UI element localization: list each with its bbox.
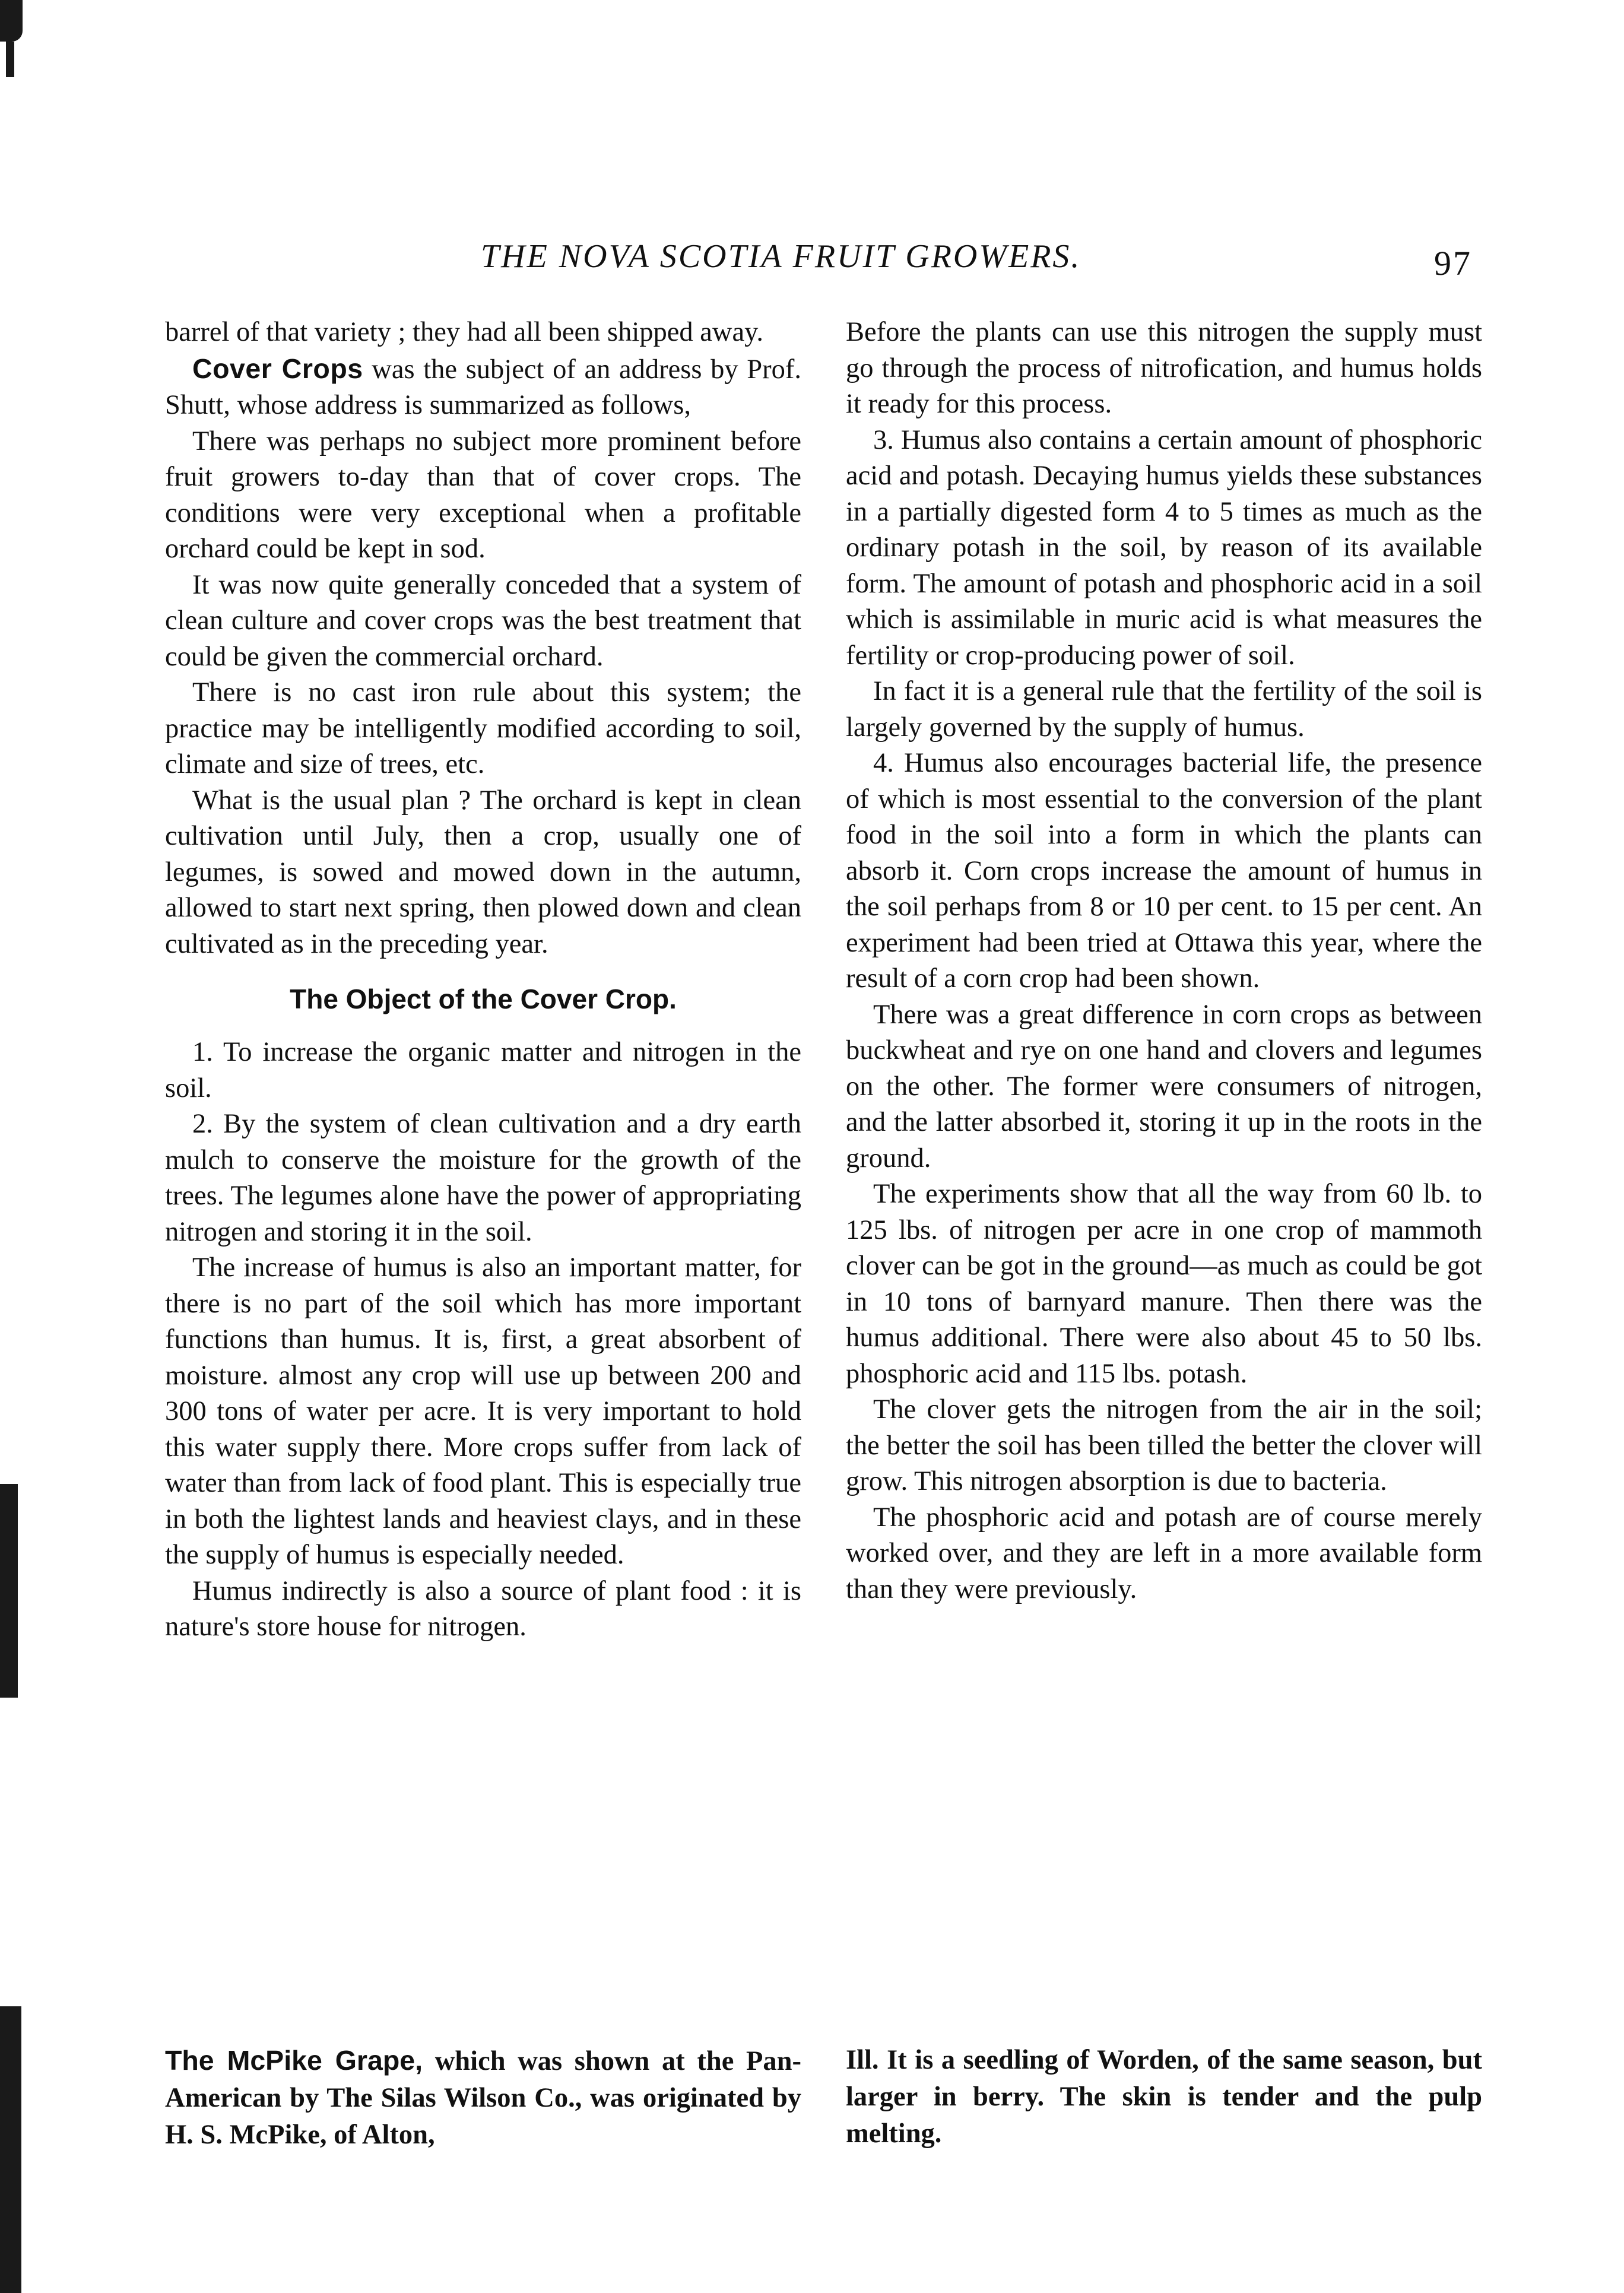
run-in-heading: The McPike Grape, <box>165 2045 423 2076</box>
paragraph: There was perhaps no subject more prominent before fruit growers to-day than that of cover crops. The conditions were very exceptional when a profitable orchard could be kept in sod. <box>165 426 801 564</box>
bottom-left-note <box>165 2042 801 2154</box>
run-in-heading: Cover Crops <box>192 353 363 384</box>
paragraph: 3. Humus also contains a certain amount of phosphoric acid and potash. Decaying humus yields these substances in a partially digested form 4 to 5 times as much as the ordinary potash in the soil, by reason of its available form. The amount of potash and phosphoric acid in a soil which is assimilable in muric acid is what measures the fertility or crop-producing power of soil. <box>846 424 1482 671</box>
paragraph: In fact it is a general rule that the fertility of the soil is largely governed by the supply of humus. <box>846 676 1482 743</box>
paragraph <box>165 351 801 424</box>
paragraph: What is the usual plan ? The orchard is kept in clean cultivation until July, then a crop, usually one of legumes, is sowed and mowed down in the autumn, allowed to start next spring, then plowed down and clean cultivated as in the preceding year. <box>165 785 801 959</box>
paragraph: The clover gets the nitrogen from the air in the soil; the better the soil has been tilled the better the clover will grow. This nitrogen absorption is due to bacteria. <box>846 1394 1482 1496</box>
paragraph: The increase of humus is also an important matter, for there is no part of the soil which has more important functions than humus. It is, first, a great absorbent of moisture. almost any crop will use up between 200 and 300 tons of water per acre. It is very important to hold this water supply there. More crops suffer from lack of water than from lack of food plant. This is especially true in both the lightest lands and heaviest clays, and in these the supply of humus is especially needed. <box>165 1252 801 1570</box>
binding-edge-mark <box>0 0 23 42</box>
paragraph-text: was the subject of an address by Prof. Shutt, whose address is summarized as follows, <box>165 354 801 420</box>
paragraph: There was a great difference in corn crops as between buckwheat and rye on one hand and clovers and legumes on the other. The former were consumers of nitrogen, and the latter absorbed it, storing it up in the roots in the ground. <box>846 999 1482 1174</box>
paragraph: Ill. It is a seedling of Worden, of the same season, but larger in berry. The skin is tender and the pulp melting. <box>846 2045 1482 2149</box>
right-column <box>846 315 1482 1607</box>
paragraph: The experiments show that all the way from 60 lb. to 125 lbs. of nitrogen per acre in one crop of mammoth clover can be got in the ground—as much as could be got in 10 tons of barnyard manure. Then there was the humus additional. There were also about 45 to 50 lbs. phosphoric acid and 115 lbs. potash. <box>846 1179 1482 1389</box>
running-header <box>481 237 1472 291</box>
paragraph: barrel of that variety ; they had all been shipped away. <box>165 317 763 347</box>
binding-edge-mark <box>0 1484 18 1698</box>
paragraph: There is no cast iron rule about this system; the practice may be intelligently modified according to soil, climate and size of trees, etc. <box>165 677 801 779</box>
paragraph: 2. By the system of clean cultivation and a dry earth mulch to conserve the moisture for the growth of the trees. The legumes alone have the power of appropriating nitrogen and storing it in the soil. <box>165 1109 801 1247</box>
paragraph: 4. Humus also encourages bacterial life, the presence of which is most essential to the conversion of the plant food in the soil into a form in which the plants can absorb it. Corn crops increase the amount of humus in the soil perhaps from 8 or 10 per cent. to 15 per cent. An experiment had been tried at Ottawa this year, where the result of a corn crop had been shown. <box>846 748 1482 994</box>
left-column <box>165 315 801 1645</box>
paragraph: 1. To increase the organic matter and nitrogen in the soil. <box>165 1037 801 1103</box>
paragraph: Before the plants can use this nitrogen the supply must go through the process of nitrofication, and humus holds it ready for this process. <box>846 317 1482 419</box>
paragraph <box>165 2042 801 2154</box>
journal-title: THE NOVA SCOTIA FRUIT GROWERS. <box>481 238 1081 275</box>
binding-edge-mark <box>0 2006 21 2293</box>
paragraph: Humus indirectly is also a source of plant food : it is nature's store house for nitrogen. <box>165 1575 801 1642</box>
paragraph: The phosphoric acid and potash are of course merely worked over, and they are left in a more available form than they were previously. <box>846 1502 1482 1604</box>
paragraph-text: which was shown at the Pan-American by The Silas Wilson Co., was originated by H. S. McPike, of Alton, <box>165 2046 801 2150</box>
binding-edge-mark <box>6 42 14 77</box>
bottom-right-note <box>846 2042 1482 2152</box>
section-heading: The Object of the Cover Crop. <box>290 984 677 1014</box>
page-number: 97 <box>1434 244 1472 283</box>
paragraph: It was now quite generally conceded that a system of clean culture and cover crops was the best treatment that could be given the commercial orchard. <box>165 569 801 672</box>
